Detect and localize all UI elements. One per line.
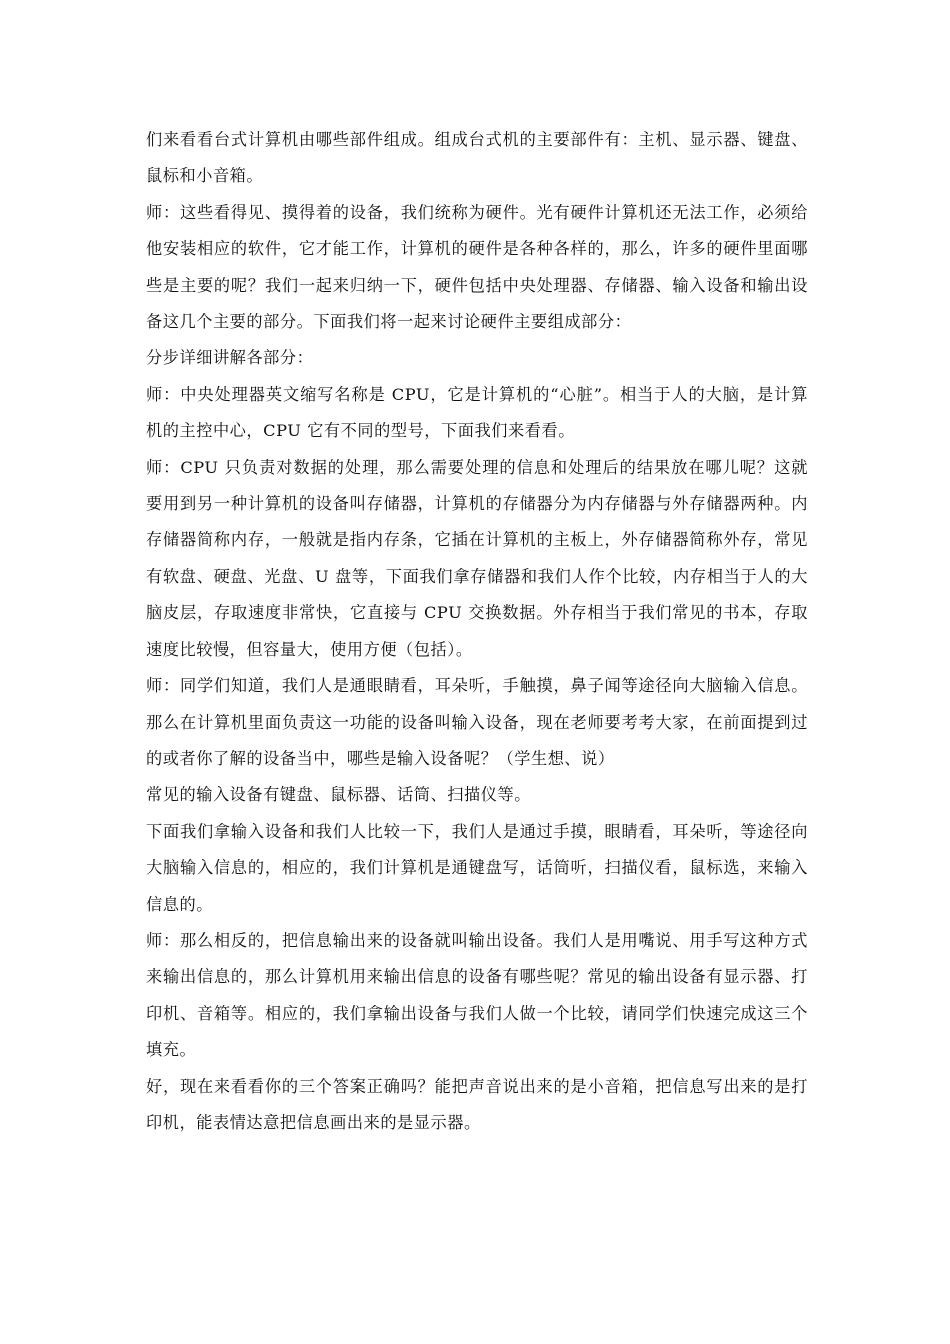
paragraph-input-question: 师：同学们知道，我们人是通眼睛看，耳朵听，手触摸，鼻子闻等途径向大脑输入信息。那么在计算机里面负责这一功能的设备叫输入设备，现在老师要考考大家，在前面提到过的或者你了解的设备当中，哪些是输入设备呢？（学生想、说）: [146, 676, 808, 768]
paragraph-input-devices: 常见的输入设备有键盘、鼠标器、话筒、扫描仪等。: [146, 785, 531, 805]
document-body: [146, 122, 808, 1141]
paragraph-answers: 好，现在来看看你的三个答案正确吗？能把声音说出来的是小音箱，把信息写出来的是打印机，能表情达意把信息画出来的是显示器。: [146, 1076, 808, 1132]
paragraph-cpu: 师：中央处理器英文缩写名称是 CPU，它是计算机的“心脏”。相当于人的大脑，是计算机的主控中心，CPU 它有不同的型号，下面我们来看看。: [146, 384, 808, 441]
paragraph-computer-components: 们来看看台式计算机由哪些部件组成。组成台式机的主要部件有：主机、显示器、键盘、鼠标和小音箱。: [146, 130, 808, 186]
paragraph-storage: 师：CPU 只负责对数据的处理，那么需要处理的信息和处理后的结果放在哪儿呢？这就要用到另一种计算机的设备叫存储器，计算机的存储器分为内存储器与外存储器两种。内存储器简称内存，一般就是指内存条，它插在计算机的主板上，外存储器简称外存，常见有软盘、硬盘、光盘、U 盘等，下面我们拿存储器和我们人作个比较，内存相当于人的大脑皮层，存取速度非常快，它直接与 CPU 交换数据。外存相当于我们常见的书本，存取速度比较慢，但容量大，使用方便（包括）。: [146, 457, 808, 659]
paragraph-input-comparison: 下面我们拿输入设备和我们人比较一下，我们人是通过手摸，眼睛看，耳朵听，等途径向大脑输入信息的，相应的，我们计算机是通键盘写，话筒听，扫描仪看，鼠标选，来输入信息的。: [146, 821, 808, 914]
paragraph-step-heading: 分步详细讲解各部分：: [146, 348, 314, 368]
paragraph-output-devices: 师：那么相反的，把信息输出来的设备就叫输出设备。我们人是用嘴说、用手写这种方式来输出信息的，那么计算机用来输出信息的设备有哪些呢？常见的输出设备有显示器、打印机、音箱等。相应的，我们拿输出设备与我们人做一个比较，请同学们快速完成这三个填充。: [146, 930, 808, 1060]
paragraph-hardware-intro: 师：这些看得见、摸得着的设备，我们统称为硬件。光有硬件计算机还无法工作，必须给他安装相应的软件，它才能工作，计算机的硬件是各种各样的，那么，许多的硬件里面哪些是主要的呢？我们一起来归纳一下，硬件包括中央处理器、存储器、输入设备和输出设备这几个主要的部分。下面我们将一起来讨论硬件主要组成部分：: [146, 202, 808, 332]
